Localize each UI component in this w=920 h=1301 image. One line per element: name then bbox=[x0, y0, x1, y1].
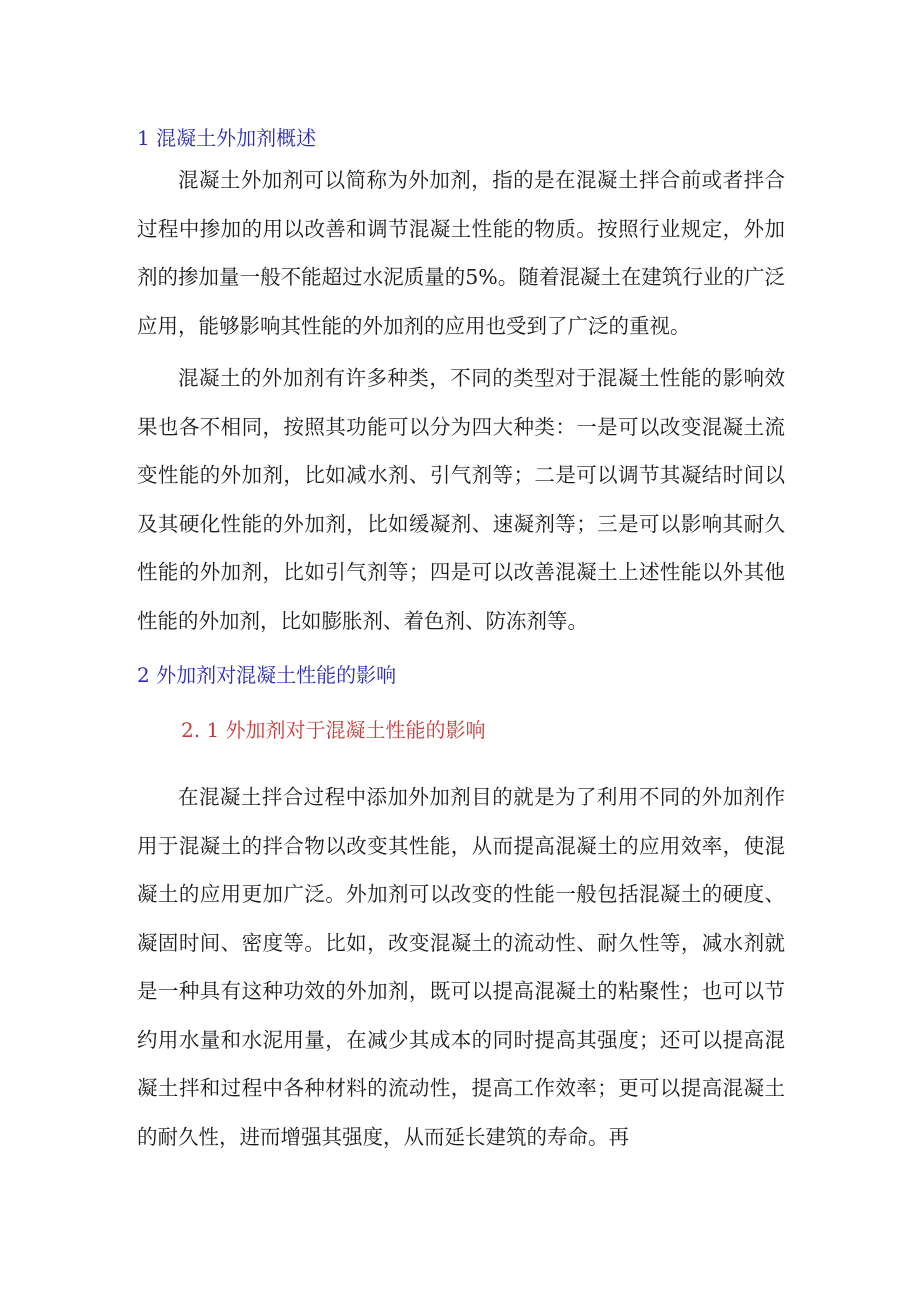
section-2-heading: 2 外加剂对混凝土性能的影响 bbox=[137, 663, 397, 687]
subsection-2-1-heading: 2. 1 外加剂对于混凝土性能的影响 bbox=[181, 718, 486, 742]
section-1-paragraph-2: 混凝土的外加剂有许多种类，不同的类型对于混凝土性能的影响效果也各不相同，按照其功能可以分为四大种类：一是可以改变混凝土流变性能的外加剂，比如减水剂、引气剂等；二是可以调节其凝结时间以及其硬化性能的外加剂，比如缓凝剂、速凝剂等；三是可以影响其耐久性能的外加剂，比如引气剂等；四是可以改善混凝土上述性能以外其他性能的外加剂，比如膨胀剂、着色剂、防冻剂等。 bbox=[137, 366, 785, 633]
section-1-paragraph-1: 混凝土外加剂可以简称为外加剂，指的是在混凝土拌合前或者拌合过程中掺加的用以改善和调节混凝土性能的物质。按照行业规定，外加剂的掺加量一般不能超过水泥质量的5%。随着混凝土在建筑行业的广泛应用，能够影响其性能的外加剂的应用也受到了广泛的重视。 bbox=[137, 168, 785, 338]
section-1-heading: 1 混凝土外加剂概述 bbox=[137, 126, 317, 150]
subsection-2-1-paragraph: 在混凝土拌合过程中添加外加剂目的就是为了利用不同的外加剂作用于混凝土的拌合物以改变其性能，从而提高混凝土的应用效率，使混凝土的应用更加广泛。外加剂可以改变的性能一般包括混凝土的硬度、凝固时间、密度等。比如，改变混凝土的流动性、耐久性等，减水剂就是一种具有这种功效的外加剂，既可以提高混凝土的粘聚性；也可以节约用水量和水泥用量，在减少其成本的同时提高其强度；还可以提高混凝土拌和过程中各种材料的流动性，提高工作效率；更可以提高混凝土的耐久性，进而增强其强度，从而延长建筑的寿命。再 bbox=[137, 785, 785, 1149]
